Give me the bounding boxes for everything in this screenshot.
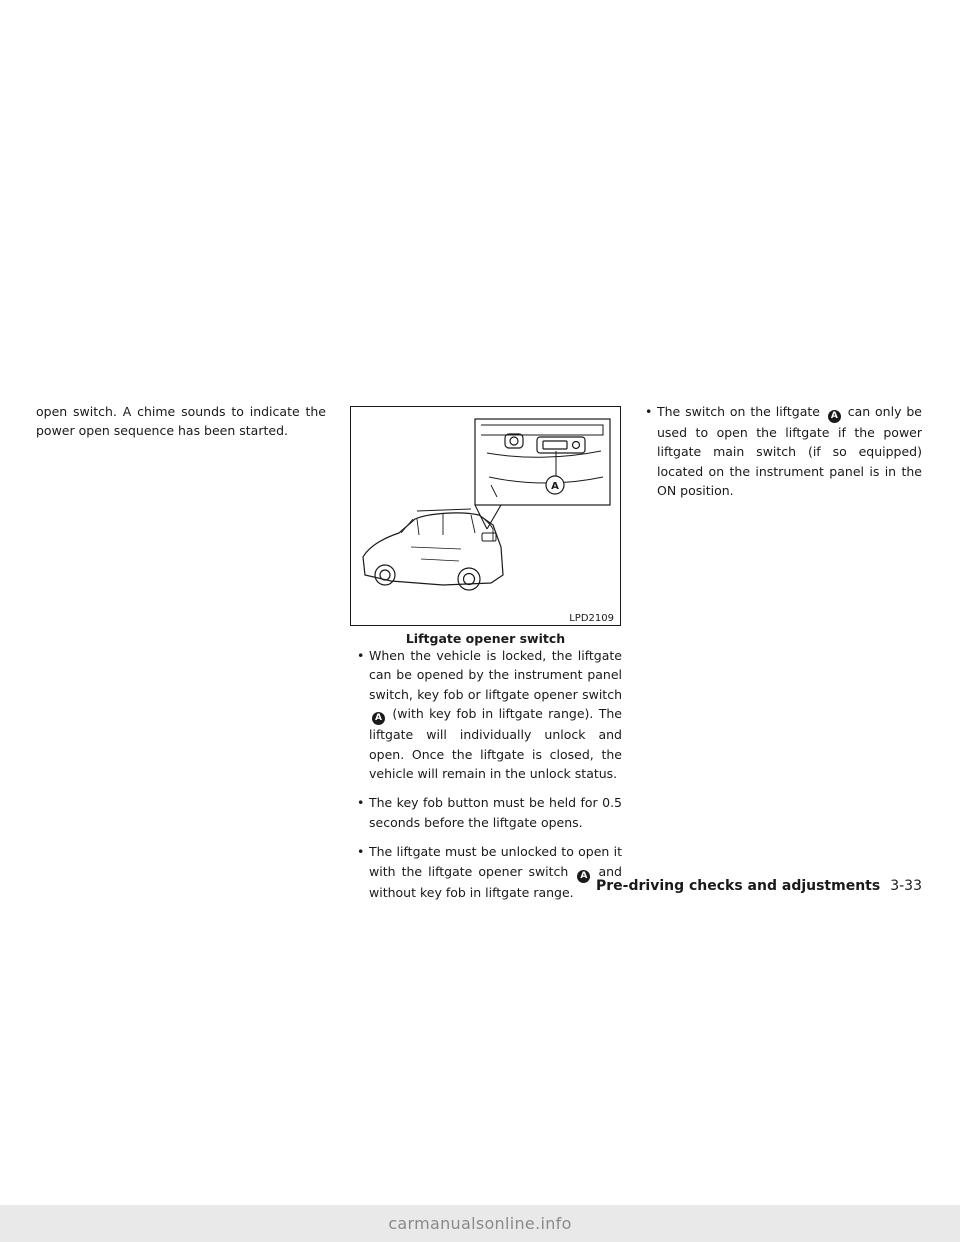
figure-caption: Liftgate opener switch xyxy=(405,631,566,646)
callout-a-icon: A xyxy=(372,712,385,725)
bullet-item: • The liftgate must be unlocked to open it with the liftgate opener switch A and without key fob in liftgate range. xyxy=(357,844,622,900)
page-number: 3-33 xyxy=(890,878,922,894)
column-left xyxy=(36,402,326,441)
column-middle xyxy=(350,646,622,912)
bullet-dot-icon: • xyxy=(357,648,365,663)
section-title: Pre-driving checks and adjustments xyxy=(596,878,881,894)
callout-a-icon: A xyxy=(577,870,590,883)
bullet-item: • The switch on the liftgate A can only be used to open the liftgate if the power liftgate main switch (if so equipped) located on the instrument panel is in the ON position. xyxy=(645,404,922,499)
column-right xyxy=(638,402,922,511)
figure-code: LPD2109 xyxy=(569,613,614,624)
page-footer xyxy=(592,878,922,894)
callout-a-label: A xyxy=(551,481,559,492)
continued-paragraph: open switch. A chime sounds to indicate the power open sequence has been started. xyxy=(36,404,326,439)
callout-a-icon: A xyxy=(828,410,841,423)
liftgate-illustration xyxy=(351,407,620,625)
inset-detail-box xyxy=(475,419,610,505)
watermark-link[interactable]: carmanualsonline.info xyxy=(0,1205,960,1242)
bullet-dot-icon: • xyxy=(357,795,365,811)
bullet-dot-icon: • xyxy=(645,404,653,419)
bullet-item: • When the vehicle is locked, the liftgate can be opened by the instrument panel switch, key fob or liftgate opener switch A (with key fob in liftgate range). The liftgate will individually unlock and open. Once the liftgate is closed, the vehicle will remain in the unlock status. xyxy=(357,648,622,782)
bullet-dot-icon: • xyxy=(357,844,365,860)
liftgate-figure xyxy=(350,406,621,626)
bullet-item: • The key fob button must be held for 0.5 seconds before the liftgate opens. xyxy=(357,795,622,830)
vehicle-icon xyxy=(363,513,503,585)
